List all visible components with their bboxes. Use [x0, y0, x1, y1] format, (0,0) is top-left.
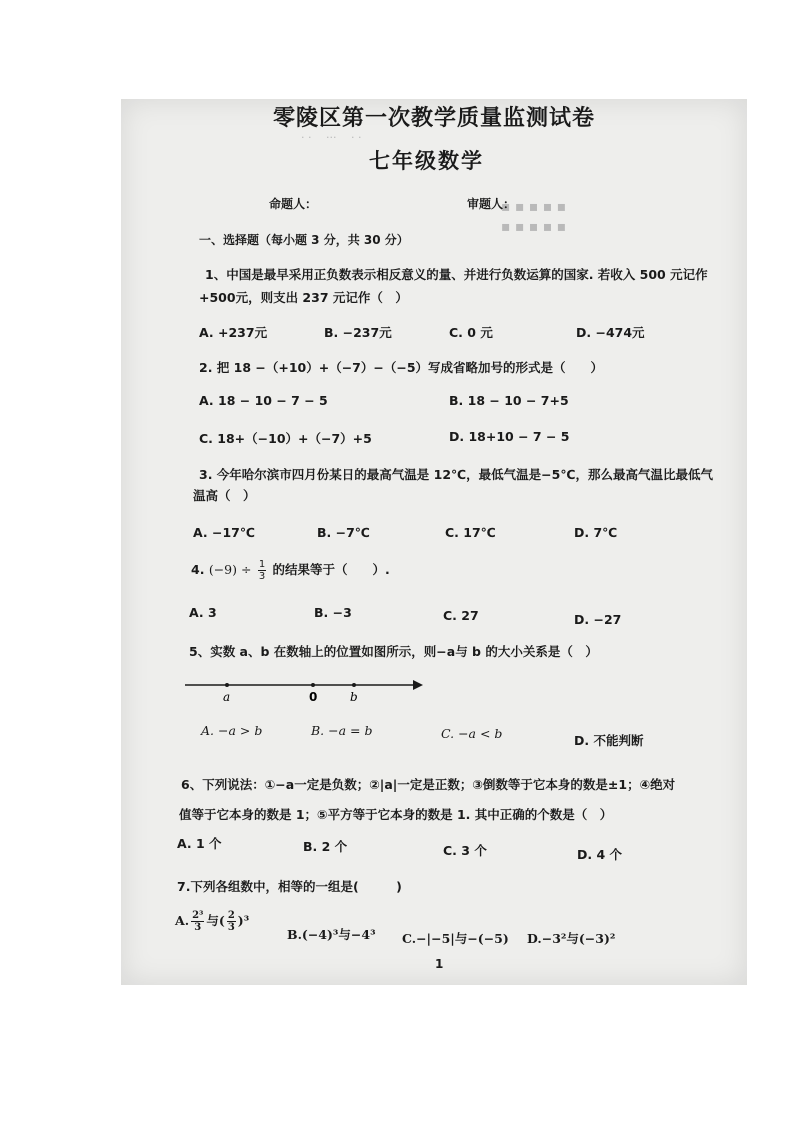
q4-fraction: [258, 559, 266, 582]
q7-option-d: D.−3²与(−3)²: [527, 931, 616, 946]
q3-option-d: D. 7℃: [574, 525, 618, 540]
fraction-denominator: 3: [227, 922, 235, 933]
question-6-line-2: 值等于它本身的数是 1；⑤平方等于它本身的数是 1. 其中正确的个数是（ ）: [179, 807, 613, 822]
q1-option-b: B. −237元: [324, 325, 392, 340]
bleed-through-text: ▪ ▪ ▪ ▪ ▪: [501, 199, 567, 215]
q2-option-a: A. 18 − 10 − 7 − 5: [199, 393, 328, 408]
q3-option-b: B. −7℃: [317, 525, 370, 540]
question-3-line-1: 3. 今年哈尔滨市四月份某日的最高气温是 12℃，最低气温是−5℃，那么最高气温比最低气: [199, 467, 713, 482]
q2-option-d: D. 18+10 − 7 − 5: [449, 429, 570, 444]
q3-option-c: C. 17℃: [445, 525, 496, 540]
q7-option-c: C.−|−5|与−(−5): [402, 931, 509, 946]
question-6-line-1: 6、下列说法：①−a一定是负数；②|a|一定是正数；③倒数等于它本身的数是±1；④绝对: [181, 777, 676, 792]
q5-option-d: D. 不能判断: [574, 733, 644, 748]
q4-fraction-numerator: 1: [258, 559, 266, 570]
fraction-denominator: 3: [194, 922, 202, 933]
point-zero: [311, 683, 315, 687]
q7-option-a: [175, 907, 249, 935]
page-subtitle: 七年级数学: [369, 148, 484, 173]
q5-option-b: B. −a = b: [311, 723, 373, 738]
q7-option-b: B.(−4)³与−4³: [287, 927, 376, 942]
bleed-through-text: ▪ ▪ ▪ ▪ ▪: [501, 219, 567, 235]
question-1-line-2: +500元，则支出 237 元记作（ ）: [199, 290, 408, 305]
question-1-line-1: 1、中国是最早采用正负数表示相反意义的量、并进行负数运算的国家. 若收入 500 元记作: [205, 267, 708, 282]
axis-label-a: a: [223, 690, 231, 704]
q4-expression: (−9) ÷: [208, 562, 252, 577]
q4-suffix: 的结果等于（ ）.: [272, 562, 390, 577]
page-number: 1: [435, 957, 444, 971]
fraction-numerator: 2: [227, 910, 235, 921]
page-title: 零陵区第一次教学质量监测试卷: [273, 105, 596, 131]
q6-option-a: A. 1 个: [177, 836, 222, 851]
q6-option-c: C. 3 个: [443, 843, 487, 858]
q3-option-a: A. −17℃: [193, 525, 256, 540]
question-4: [191, 555, 390, 585]
q1-option-d: D. −474元: [576, 325, 645, 340]
q4-option-d: D. −27: [574, 612, 622, 627]
q7-option-a-connector: 与(: [206, 913, 225, 928]
question-2: 2. 把 18 −（+10）+（−7）−（−5）写成省略加号的形式是（ ）: [199, 360, 604, 375]
q4-option-a: A. 3: [189, 605, 217, 620]
number-line-arrow: [413, 680, 423, 690]
author-label: 命题人：: [269, 197, 318, 211]
reviewer-label: 审题人：: [467, 197, 516, 211]
q4-option-c: C. 27: [443, 608, 479, 623]
q1-option-c: C. 0 元: [449, 325, 493, 340]
q2-option-c: C. 18+（−10）+（−7）+5: [199, 431, 372, 446]
q4-fraction-denominator: 3: [258, 571, 266, 582]
q6-option-b: B. 2 个: [303, 839, 348, 854]
q7-option-a-fraction-1: [191, 910, 204, 933]
q7-option-a-label: A.: [175, 913, 190, 928]
axis-label-b: b: [350, 690, 358, 704]
q2-option-b: B. 18 − 10 − 7+5: [449, 393, 569, 408]
point-b: [352, 683, 356, 687]
number-line-figure: [181, 671, 431, 705]
axis-label-zero: 0: [309, 690, 318, 704]
q6-option-d: D. 4 个: [577, 847, 623, 862]
q7-option-a-fraction-2: [227, 910, 236, 933]
exam-paper: [121, 99, 747, 985]
fraction-numerator: 2³: [192, 910, 204, 921]
point-a: [225, 683, 229, 687]
section-heading: 一、选择题（每小题 3 分，共 30 分）: [199, 233, 409, 247]
bleed-through-text: · · ··· · ·: [301, 131, 362, 144]
q4-number: 4.: [191, 562, 205, 577]
q5-option-c: C. −a < b: [441, 726, 503, 741]
q4-option-b: B. −3: [314, 605, 352, 620]
question-3-line-2: 温高（ ）: [193, 488, 256, 503]
q5-option-a: A. −a > b: [201, 723, 263, 738]
q1-option-a: A. +237元: [199, 325, 268, 340]
q7-option-a-end: )³: [237, 913, 250, 928]
question-5: 5、实数 a、b 在数轴上的位置如图所示，则−a与 b 的大小关系是（ ）: [189, 644, 598, 659]
question-7: 7.下列各组数中，相等的一组是( ): [177, 879, 402, 894]
